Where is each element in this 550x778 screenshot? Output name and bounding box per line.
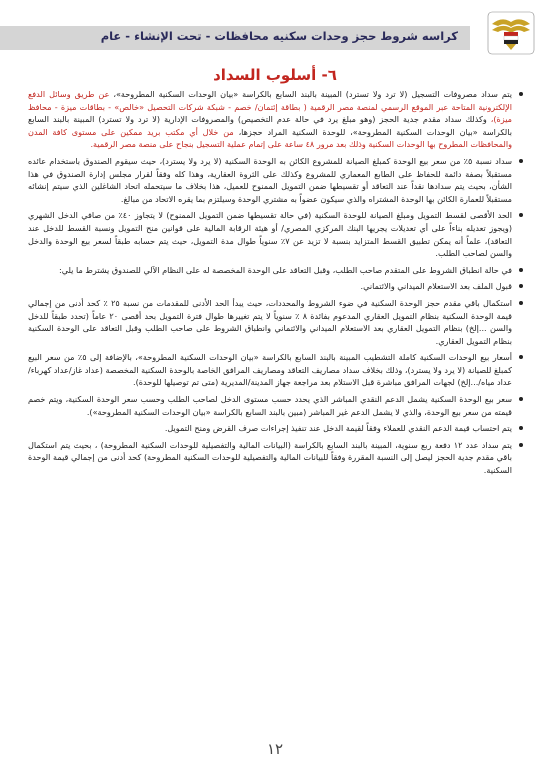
- list-item: يتم سداد مصروفات التسجيل (لا ترد ولا تسترد) المبينة بالبند السابع بالكراسة «بيان الوحدات السكنية المطروحة»، عن طريق وسائل الدفع الإلكترونية المتاحة عبر الموقع الرسمي لمنصة مصر الرقمية ( بطاقة إئتمان/ خصم - شبكة شركات التحصيل «خالص» - بطاقات ميزة - محافظ ميزة)، وكذلك سداد مقدم جدية الحجز (وهو مبلغ يرد في حالة عدم التخصيص) والمصروفات الإدارية (لا ترد ولا تسترد) المبينة بالبند السابع بالكراسة «بيان الوحدات السكنية المطروحة»، للوحدة السكنية المراد حجزها، من خلال أي مكتب بريد ممكين على مستوى كافة المدن والمحافظات المطروح بها الوحدات السكنية وذلك بعد مرور ٤٨ ساعة على إتمام عملية التسجيل بنجاح على منصة مصر الرقمية.: [28, 89, 513, 150]
- header-title: كراسه شروط حجز وحدات سكنيه محافظات - تحت الإنشاء - عام: [100, 29, 458, 43]
- list-item: سعر بيع الوحدة السكنية يشمل الدعم النقدي المباشر الذي يحدد حسب مستوى الدخل لصاحب الطلب وحسب سعر الوحدة السكنية، ويتم خصم قيمته من سعر بيع الوحدة، والذي لا يشمل الدعم غير المباشر (مبين بالبند السابع بالكراسة «بيان الوحدات السكنية المطروحة»).: [28, 394, 512, 417]
- list-item: يتم احتساب قيمة الدعم النقدي للعملاء وفقاً لقيمة الدخل عند تنفيذ إجراءات صرف القرض ومنح التمويل.: [28, 422, 512, 435]
- payment-terms-list: [28, 88, 524, 477]
- list-item: سداد نسبة ٥٪ من سعر بيع الوحدة كمبلغ الصيانة للمشروع الكائن به الوحدة السكنية (لا يرد ولا يسترد)، حيث سيقوم الصندوق باستخدام عائده مستقبلاً بصفة دائمة للحفاظ على الطابع المعماري للمشروع وكذلك على الثروة العقارية، وهذا كله وفقاً لقرار مجلس إدارة الصندوق في هذا الشأن، بحيث يتم سدادها نقداً عند التعاقد أو تقسيطها ضمن التمويل الممنوح للعميل، هذا بخلاف ما سيتحمله اتحاد الشاغلين الذي سيتم إنشائه مستقبلاً للعمارة الكائن بها الوحدة المشتراه والذي سيكون عضواً به مشتري الوحدة وسيلتزم بما يقره الاتحاد من مبالغ.: [28, 155, 512, 204]
- list-item: أسعار بيع الوحدات السكنية كاملة التشطيب المبينة بالبند السابع بالكراسة «بيان الوحدات السكنية المطروحة»، بالإضافة إلى ٥٪ من سعر البيع كمبلغ للصيانة (لا يرد ولا يسترد)، وذلك بخلاف سداد مصاريف التعاقد ومصاريف المرافق الخاصة بالوحدة السكنية المخصصة (عداد غاز/عداد كهرباء/عداد مياه/...إلخ) لجهات المرافق مباشرة قبل الاستلام بعد مراجعة جهاز المدينة/المديرية (متى تم توصيلها للوحدة).: [28, 352, 512, 388]
- document-body: [28, 88, 524, 481]
- list-item: استكمال باقي مقدم حجز الوحدة السكنية في ضوء الشروط والمحددات، حيث يبدأ الحد الأدنى للمقدمات من نسبة ٢٥ ٪ كحد أدنى من إجمالي قيمة الوحدة السكنية بنظام التمويل العقاري المدعوم بفائدة ٨ ٪ سنوياً لا يتم تغييرها طوال فترة التمويل بحد أقصى ٢٠ عاماً (تحدد طبقاً للدخل والسن ...إلخ) بنظام التمويل العقاري بعد الاستعلام الميداني والائتماني وانطباق الشروط على صاحب الطلب وقبل التعاقد على الوحدة السكنية بنظام التمويل العقاري.: [28, 297, 513, 346]
- page-number: ١٢: [266, 740, 284, 758]
- eagle-logo-icon: [484, 10, 538, 58]
- list-item: قبول الملف بعد الاستعلام الميداني والائتماني.: [28, 280, 512, 293]
- list-item: يتم سداد عدد ١٢ دفعة ربع سنوية، المبينة بالبند السابع بالكراسة (البيانات المالية والتفصيلية للوحدات السكنية المطروحة) ، بحيث يتم استكمال باقي مقدم جدية الحجز ليصل إلى النسبة المقررة وفقاً للبيانات المالية والتفصيلية للوحدات السكنية المطروحة) كحد أدنى من إجمالي قيمة الوحدة السكنية.: [28, 439, 512, 476]
- page-header: [0, 0, 550, 64]
- section-title: ٦- أسلوب السداد: [213, 66, 337, 84]
- list-item: الحد الأقصى لقسط التمويل ومبلغ الصيانة للوحدة السكنية (في حالة تقسيطها ضمن التمويل الممنوح) لا يتجاوز ٤٠٪ من صافي الدخل الشهري (ويجوز تعديله بناءاً على أي تعديلات يجريها البنك المركزي المصري/ أو هيئة الرقابة المالية على قوانين منح التمويل ونسبة القسط للدخل عند التعاقد)، علماً أنه يمكن تطبيق القسط المتزايد بنسبة لا تزيد عن ٧٪ سنوياً طوال مدة التمويل، حيث يتم حسابه طبقاً لسعر بيع الوحدة والدخل والسن لصاحب الطلب.: [28, 210, 512, 259]
- list-item: في حالة انطباق الشروط على المتقدم صاحب الطلب، وقبل التعاقد على الوحدة المخصصة له على النظام الآلي للصندوق يشترط ما يلي:: [28, 264, 512, 277]
